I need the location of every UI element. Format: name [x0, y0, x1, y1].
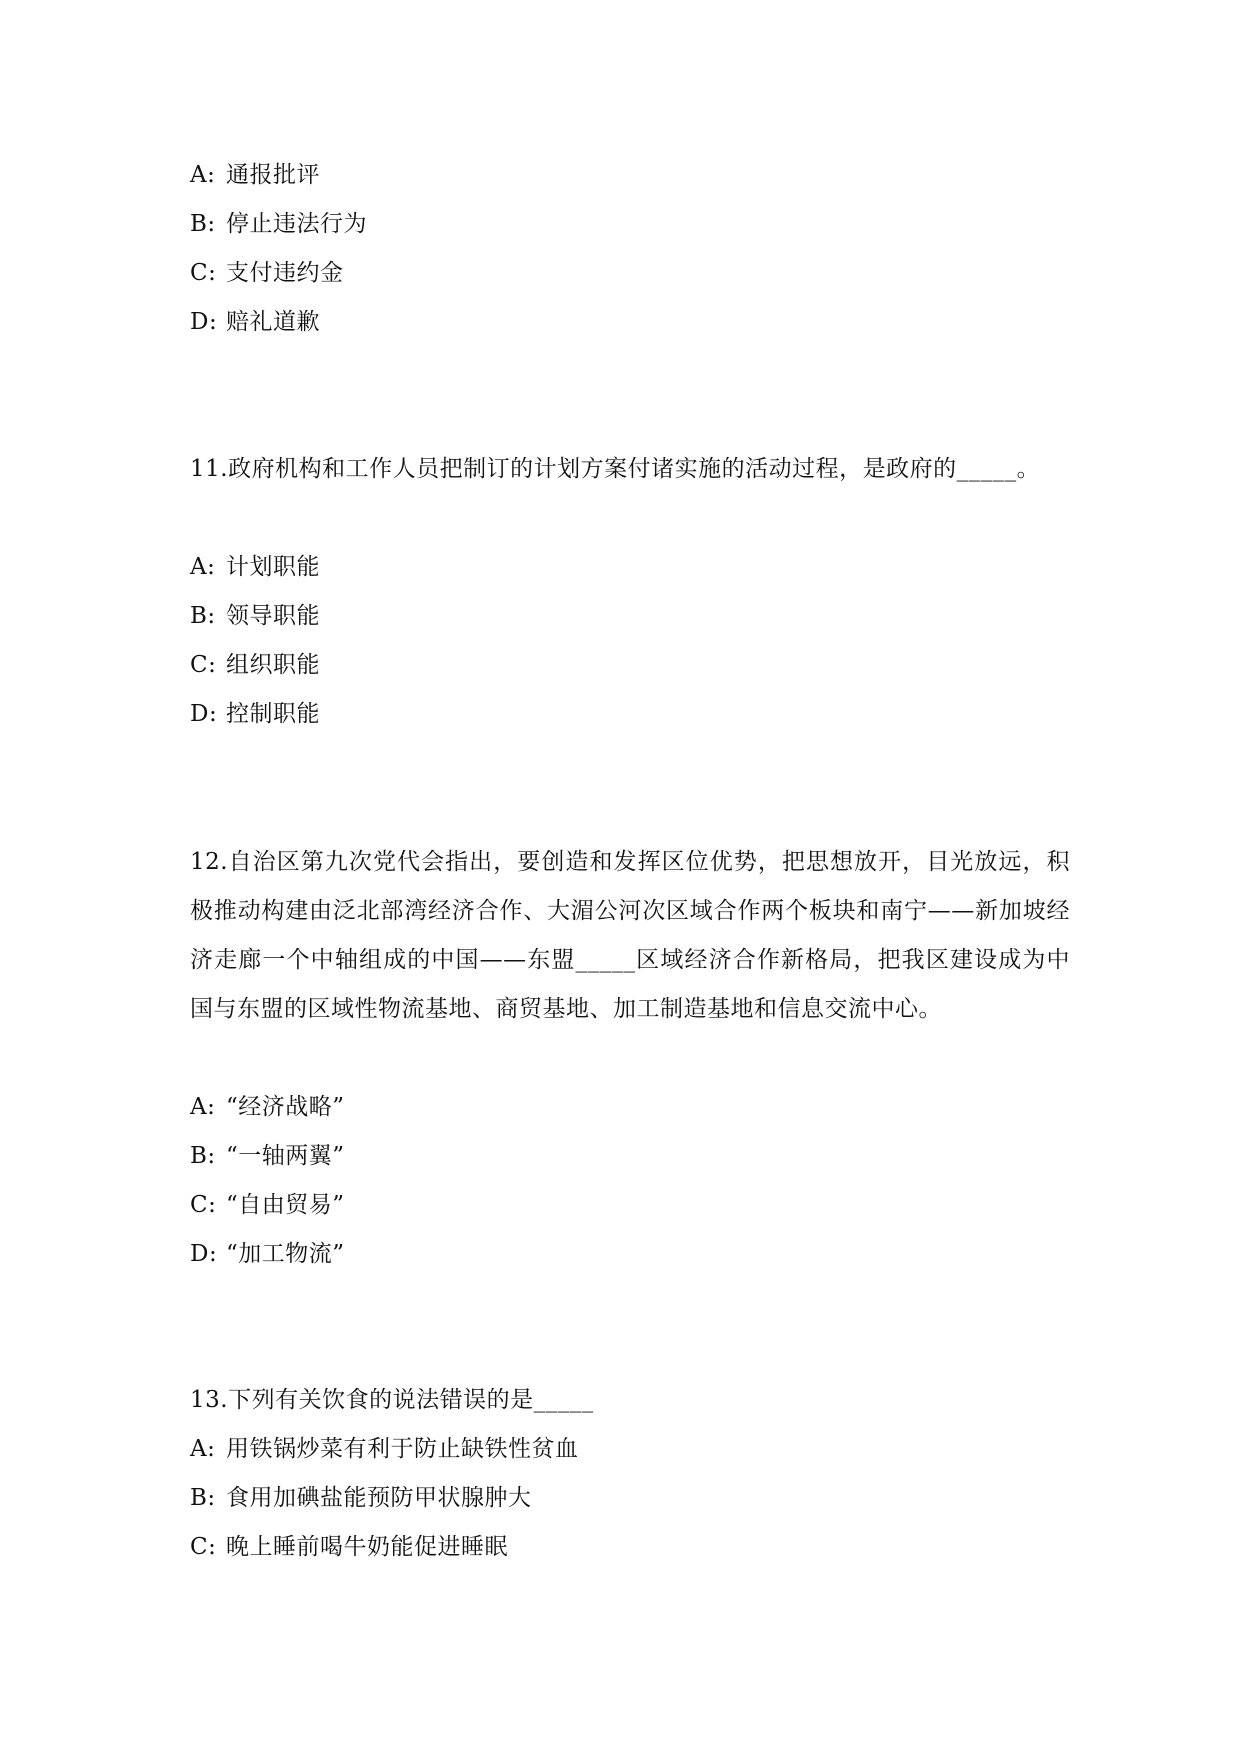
q12-option-b: B: “一轴两翼” — [190, 1143, 345, 1169]
q11-option-c: C: 组织职能 — [190, 652, 320, 678]
q10-option-a: A: 通报批评 — [190, 162, 320, 188]
q13-option-a: A: 用铁锅炒菜有利于防止缺铁性贫血 — [190, 1436, 579, 1462]
q10-option-d: D: 赔礼道歉 — [190, 309, 320, 335]
q12-stem: 12.自治区第九次党代会指出，要创造和发挥区位优势，把思想放开，目光放远，积极推动构建由泛北部湾经济合作、大湄公河次区域合作两个板块和南宁——新加坡经济走廊一个中轴组成的中国——东盟_____区域经济合作新格局，把我区建设成为中国与东盟的区域性物流基地、商贸基地、加工制造基地和信息交流中心。 — [190, 849, 1070, 1022]
q11-option-a: A: 计划职能 — [190, 554, 320, 580]
q12-option-d: D: “加工物流” — [190, 1241, 345, 1267]
q12-option-a: A: “经济战略” — [190, 1094, 345, 1120]
q11-option-d: D: 控制职能 — [190, 701, 320, 727]
q10-option-b: B: 停止违法行为 — [190, 211, 367, 237]
exam-page — [190, 0, 1070, 1753]
q12-option-c: C: “自由贸易” — [190, 1192, 345, 1218]
q10-option-c: C: 支付违约金 — [190, 260, 344, 286]
q13-stem: 13.下列有关饮食的说法错误的是_____ — [190, 1387, 594, 1413]
q11-option-b: B: 领导职能 — [190, 603, 320, 629]
q11-stem: 11.政府机构和工作人员把制订的计划方案付诸实施的活动过程，是政府的_____。 — [190, 456, 1041, 482]
q13-option-c: C: 晚上睡前喝牛奶能促进睡眠 — [190, 1534, 508, 1560]
q13-option-b: B: 食用加碘盐能预防甲状腺肿大 — [190, 1485, 532, 1511]
